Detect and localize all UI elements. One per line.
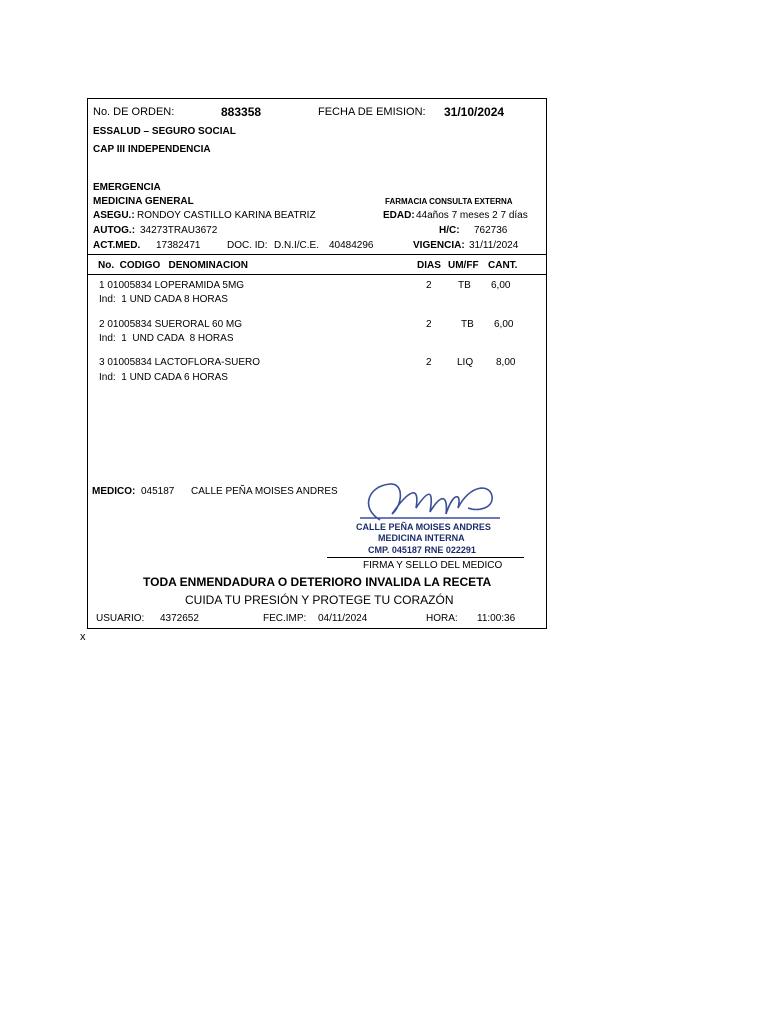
doc-type: D.N.I/C.E. (274, 240, 320, 251)
service: EMERGENCIA (93, 182, 161, 193)
medication-indication-2: Ind: 1 UND CADA 8 HORAS (99, 333, 234, 344)
hc-label: H/C: (439, 225, 460, 236)
header-divider (87, 254, 547, 255)
pharmacy: FARMACIA CONSULTA EXTERNA (385, 197, 513, 206)
medication-line-1: 1 01005834 LOPERAMIDA 5MG (99, 280, 245, 291)
autog-value: 34273TRAU3672 (140, 225, 218, 236)
order-label: No. DE ORDEN: (93, 106, 175, 118)
medication-indication-1: Ind: 1 UND CADA 8 HORAS (99, 294, 228, 305)
hc-value: 762736 (474, 225, 508, 236)
slogan-text: CUIDA TU PRESIÓN Y PROTEGE TU CORAZÓN (185, 593, 454, 607)
institution-name: ESSALUD – SEGURO SOCIAL (93, 126, 236, 137)
doctor-code: 045187 (141, 486, 175, 497)
doctor-label: MEDICO: (92, 486, 136, 497)
medication-unit-1: TB (458, 280, 471, 291)
column-header-description: No. CODIGO DENOMINACION (98, 260, 248, 271)
stray-mark: x (80, 631, 86, 643)
doc-id-label: DOC. ID: (227, 240, 268, 251)
medication-days-2: 2 (426, 319, 432, 330)
validity-value: 31/11/2024 (469, 240, 519, 251)
medication-unit-3: LIQ (457, 357, 474, 368)
column-header-unit: UM/FF (448, 260, 479, 271)
doctor-name: CALLE PEÑA MOISES ANDRES (191, 486, 338, 497)
medication-qty-2: 6,00 (494, 319, 514, 330)
stamp-name: CALLE PEÑA MOISES ANDRES (356, 522, 491, 532)
table-header-divider (87, 274, 547, 275)
medication-line-2: 2 01005834 SUERORAL 60 MG (99, 319, 243, 330)
warning-text: TODA ENMENDADURA O DETERIORO INVALIDA LA RECETA (143, 575, 492, 589)
medication-indication-3: Ind: 1 UND CADA 6 HORAS (99, 372, 228, 383)
column-header-qty: CANT. (488, 260, 518, 271)
medication-days-3: 2 (426, 357, 432, 368)
medication-qty-3: 8,00 (496, 357, 516, 368)
print-date: 04/11/2024 (318, 613, 368, 624)
medication-days-1: 2 (426, 280, 432, 291)
signature-caption: FIRMA Y SELLO DEL MEDICO (363, 560, 503, 571)
signature-stamp (350, 478, 510, 560)
age-value: 44años 7 meses 2 7 días (416, 210, 528, 221)
signature-scribble (360, 484, 500, 520)
signature-line (327, 557, 524, 558)
stamp-specialty: MEDICINA INTERNA (378, 533, 465, 543)
column-header-days: DIAS (417, 260, 441, 271)
insured-name: RONDOY CASTILLO KARINA BEATRIZ (137, 210, 316, 221)
specialty: MEDICINA GENERAL (93, 196, 194, 207)
medication-unit-2: TB (461, 319, 474, 330)
insured-label: ASEGU.: (93, 210, 135, 221)
order-number: 883358 (221, 105, 262, 119)
stamp-codes: CMP. 045187 RNE 022291 (368, 545, 476, 555)
user-value: 4372652 (160, 613, 199, 624)
doc-id-value: 40484296 (329, 240, 374, 251)
actmed-label: ACT.MED. (93, 240, 141, 251)
issue-date: 31/10/2024 (444, 105, 505, 119)
time-label: HORA: (426, 613, 458, 624)
medication-line-3: 3 01005834 LACTOFLORA-SUERO (99, 357, 261, 368)
actmed-value: 17382471 (156, 240, 201, 251)
issue-date-label: FECHA DE EMISION: (318, 106, 426, 118)
health-center: CAP III INDEPENDENCIA (93, 144, 211, 155)
medication-qty-1: 6,00 (491, 280, 511, 291)
validity-label: VIGENCIA: (413, 240, 465, 251)
user-label: USUARIO: (96, 613, 145, 624)
print-date-label: FEC.IMP: (263, 613, 307, 624)
age-label: EDAD: (383, 210, 415, 221)
time-value: 11:00:36 (477, 613, 516, 624)
autog-label: AUTOG.: (93, 225, 136, 236)
